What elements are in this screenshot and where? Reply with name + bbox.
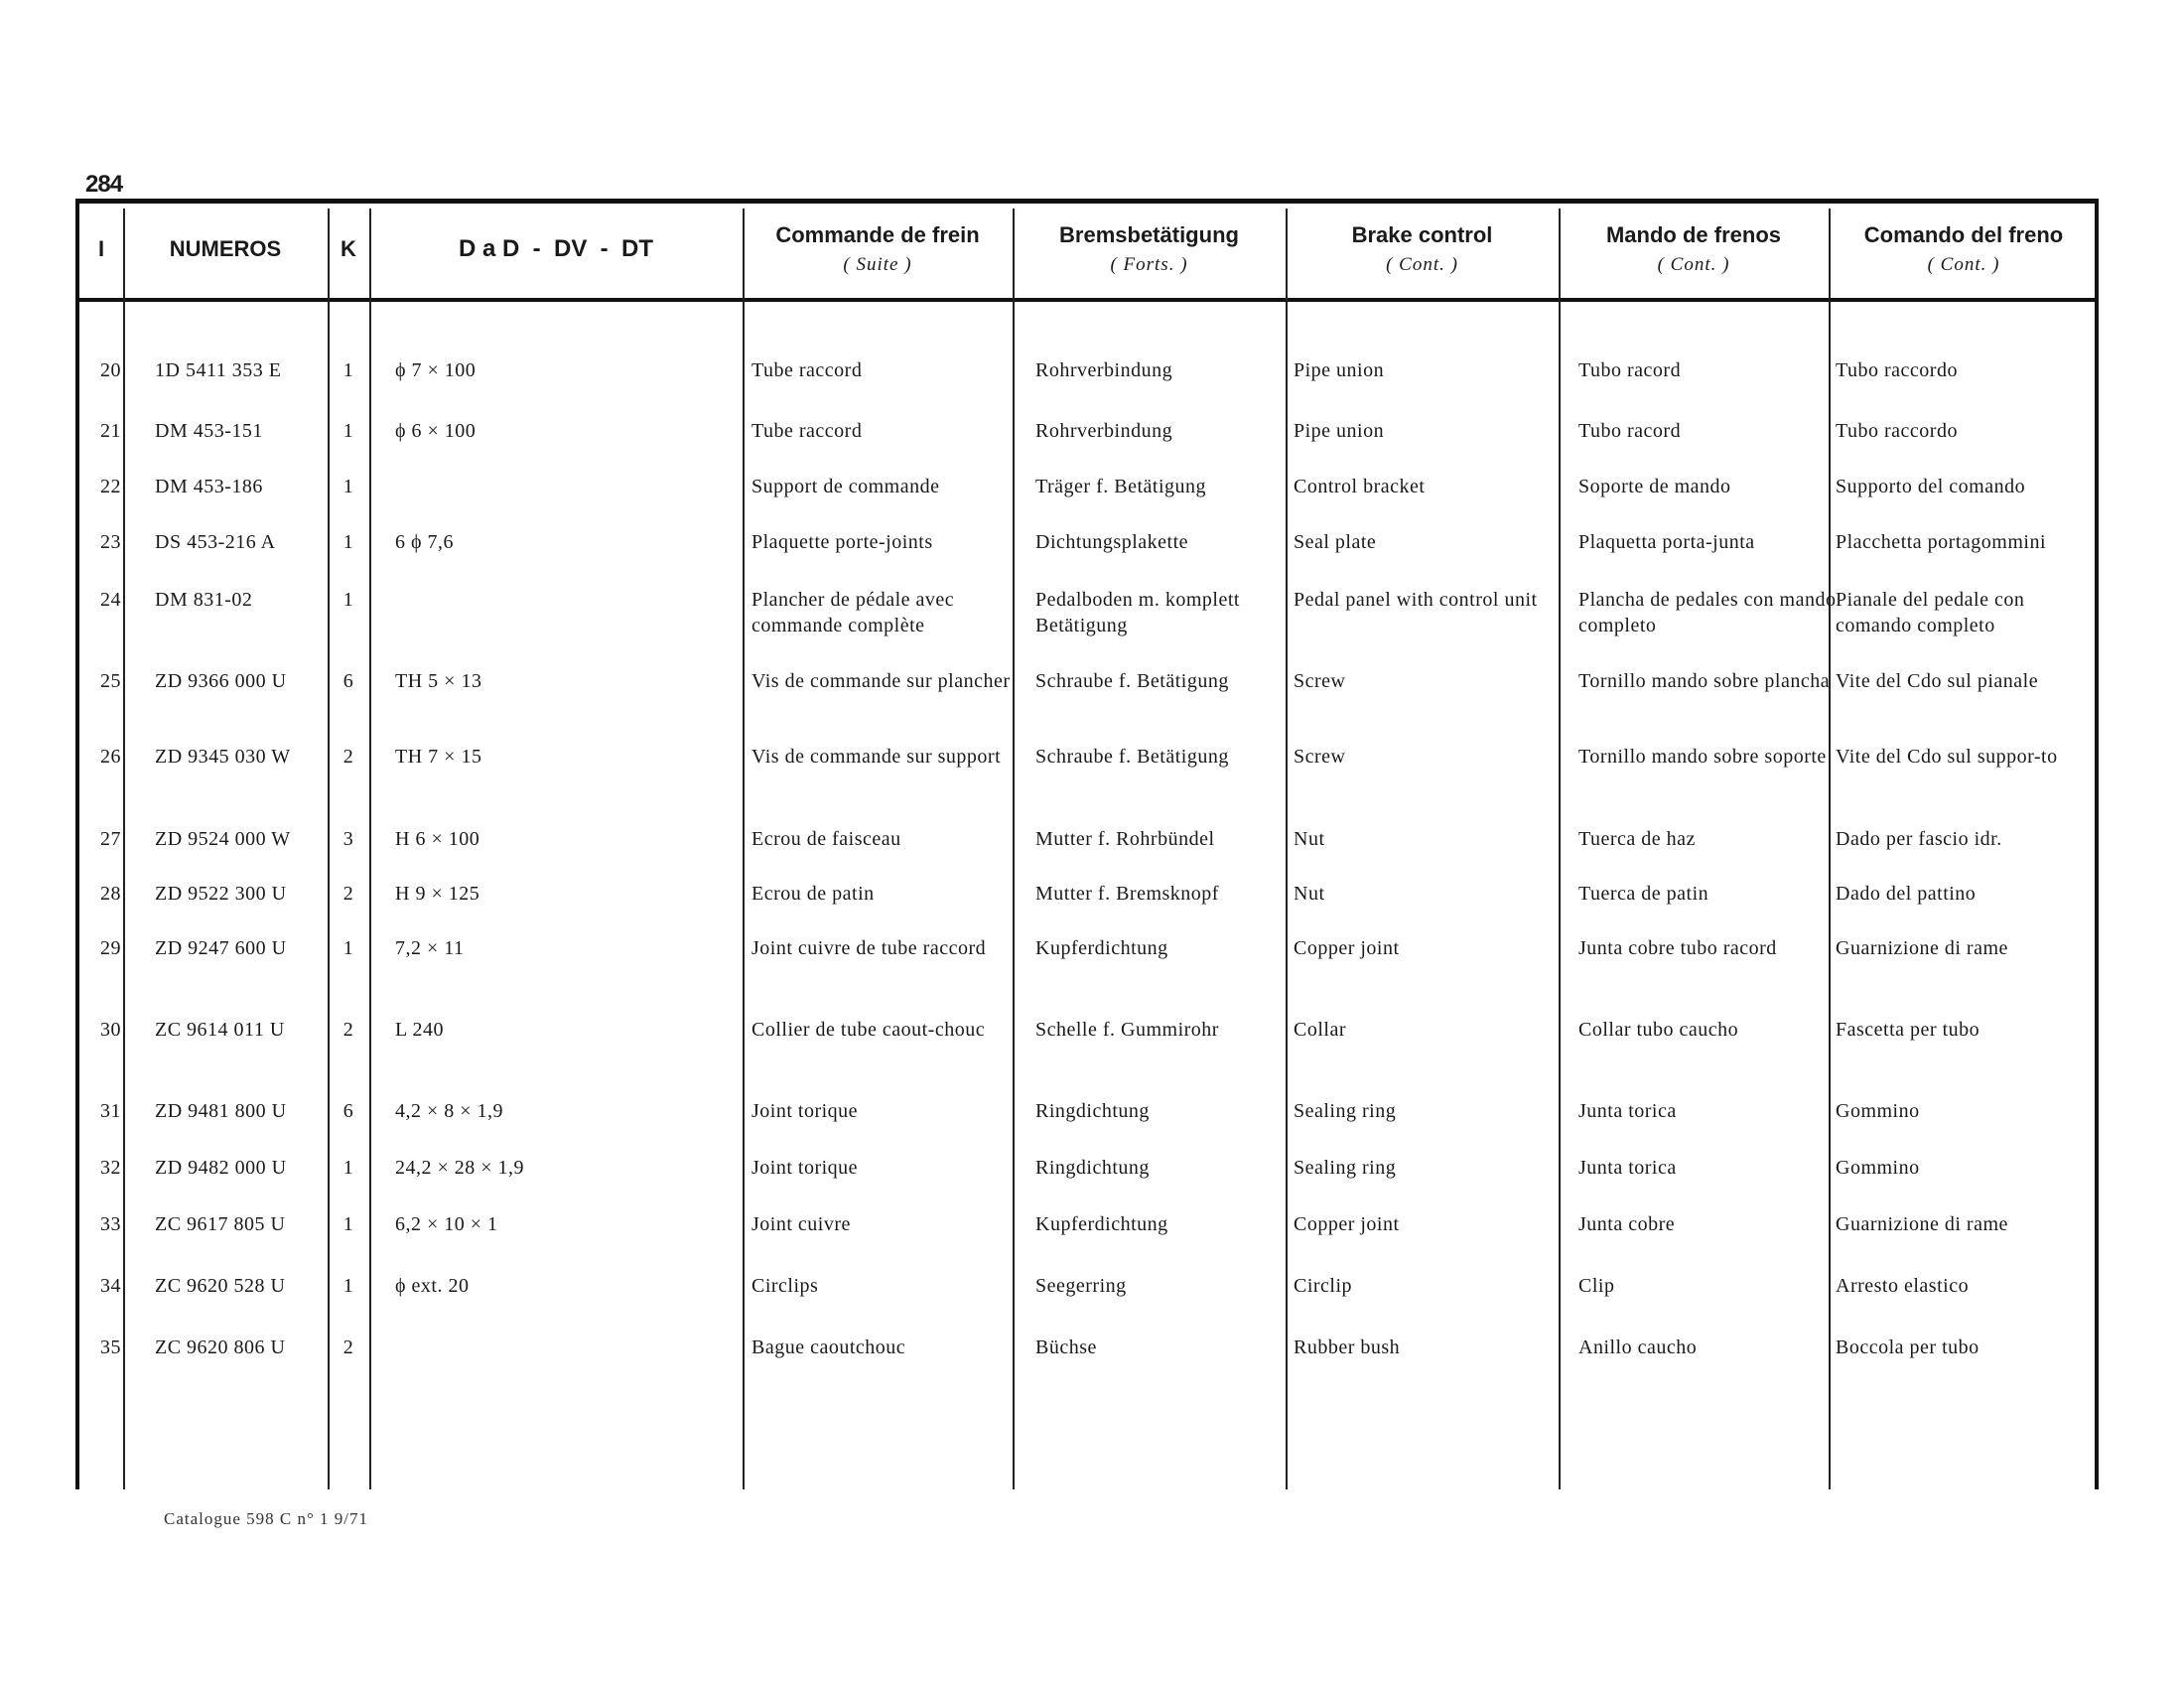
desc-german: Kupferdichtung	[1035, 937, 1168, 959]
part-number: ZD 9524 000 W	[155, 828, 291, 850]
desc-italian: Placchetta portagommini	[1836, 531, 2046, 553]
column-divider	[369, 209, 371, 1489]
desc-spanish: Collar tubo caucho	[1578, 1019, 1739, 1041]
desc-italian: Arresto elastico	[1836, 1275, 1970, 1297]
part-number: ZC 9614 011 U	[155, 1019, 285, 1041]
desc-italian: Vite del Cdo sul pianale	[1836, 670, 2039, 692]
desc-german: Mutter f. Bremsknopf	[1035, 883, 1219, 905]
desc-french: Joint cuivre	[751, 1213, 851, 1235]
desc-french: Tube raccord	[751, 420, 863, 442]
quantity: 1	[342, 420, 354, 442]
row-index: 34	[100, 1275, 121, 1297]
row-index: 25	[100, 670, 121, 692]
desc-italian: Boccola per tubo	[1836, 1336, 1979, 1358]
desc-english: Circlip	[1294, 1275, 1353, 1297]
header-models	[369, 204, 743, 295]
part-number: 1D 5411 353 E	[155, 359, 282, 381]
desc-spanish: Soporte de mando	[1578, 476, 1731, 497]
part-number: ZD 9366 000 U	[155, 670, 287, 692]
desc-english: Rubber bush	[1294, 1336, 1401, 1358]
desc-german: Pedalboden m. komplett Betätigung	[1035, 589, 1240, 636]
quantity: 2	[342, 746, 354, 768]
desc-spanish: Tubo racord	[1578, 420, 1682, 442]
desc-french: Ecrou de faisceau	[751, 828, 901, 850]
desc-french: Bague caoutchouc	[751, 1336, 906, 1358]
desc-french: Joint torique	[751, 1100, 859, 1122]
desc-spanish: Tubo racord	[1578, 359, 1682, 381]
desc-italian: Fascetta per tubo	[1836, 1019, 1980, 1041]
part-number: DM 453-186	[155, 476, 263, 497]
part-number: ZD 9481 800 U	[155, 1100, 287, 1122]
header-spanish	[1559, 204, 1829, 295]
column-divider	[328, 209, 330, 1489]
header-english-sub: ( Cont. )	[1386, 254, 1458, 275]
part-number: DS 453-216 A	[155, 531, 276, 553]
desc-italian: Tubo raccordo	[1836, 359, 1958, 381]
desc-spanish: Plancha de pedales con mando completo	[1578, 589, 1837, 636]
desc-german: Träger f. Betätigung	[1035, 476, 1207, 497]
page-number: 284	[85, 171, 123, 198]
dimensions: 24,2 × 28 × 1,9	[395, 1157, 525, 1179]
header-index-label: I	[97, 236, 105, 261]
quantity: 3	[342, 828, 354, 850]
header-french	[743, 204, 1013, 295]
header-french-sub: ( Suite )	[843, 254, 912, 275]
row-index: 28	[100, 883, 121, 905]
desc-french: Plaquette porte-joints	[751, 531, 933, 553]
dimensions: L 240	[395, 1019, 444, 1041]
desc-english: Nut	[1294, 828, 1325, 850]
desc-english: Screw	[1294, 746, 1346, 768]
desc-spanish: Tornillo mando sobre soporte	[1578, 746, 1827, 768]
dimensions: ϕ 6 × 100	[395, 420, 477, 442]
desc-spanish: Clip	[1578, 1275, 1615, 1297]
header-k-label: K	[341, 236, 356, 261]
desc-spanish: Junta torica	[1578, 1100, 1677, 1122]
dimensions: H 9 × 125	[395, 883, 480, 905]
row-index: 33	[100, 1213, 121, 1235]
dimensions: TH 7 × 15	[395, 746, 482, 768]
desc-spanish: Plaquetta porta-junta	[1578, 531, 1755, 553]
desc-italian: Guarnizione di rame	[1836, 937, 2008, 959]
header-italian-title: Comando del freno	[1863, 222, 2064, 247]
desc-german: Ringdichtung	[1035, 1100, 1150, 1122]
desc-spanish: Junta cobre tubo racord	[1578, 937, 1777, 959]
desc-german: Schelle f. Gummirohr	[1035, 1019, 1219, 1041]
quantity: 1	[342, 476, 354, 497]
desc-italian: Dado per fascio idr.	[1836, 828, 2002, 850]
row-index: 35	[100, 1336, 121, 1358]
part-number: ZC 9617 805 U	[155, 1213, 286, 1235]
desc-french: Circlips	[751, 1275, 819, 1297]
desc-german: Rohrverbindung	[1035, 359, 1173, 381]
desc-spanish: Junta cobre	[1578, 1213, 1676, 1235]
quantity: 1	[342, 937, 354, 959]
header-k	[328, 204, 369, 295]
part-number: ZD 9345 030 W	[155, 746, 291, 768]
desc-german: Seegerring	[1035, 1275, 1127, 1297]
desc-italian: Dado del pattino	[1836, 883, 1977, 905]
column-divider	[1559, 209, 1561, 1489]
desc-german: Mutter f. Rohrbündel	[1035, 828, 1215, 850]
desc-french: Ecrou de patin	[751, 883, 875, 905]
quantity: 6	[342, 670, 354, 692]
column-divider	[1286, 209, 1288, 1489]
column-divider	[743, 209, 745, 1489]
header-english-title: Brake control	[1351, 222, 1493, 247]
quantity: 2	[342, 1336, 354, 1358]
row-index: 21	[100, 420, 121, 442]
desc-english: Screw	[1294, 670, 1346, 692]
quantity: 1	[342, 1213, 354, 1235]
desc-italian: Gommino	[1836, 1100, 1920, 1122]
dimensions: 7,2 × 11	[395, 937, 465, 959]
desc-english: Sealing ring	[1294, 1100, 1397, 1122]
desc-english: Control bracket	[1294, 476, 1426, 497]
desc-spanish: Tuerca de haz	[1578, 828, 1696, 850]
desc-english: Seal plate	[1294, 531, 1377, 553]
row-index: 20	[100, 359, 121, 381]
header-french-title: Commande de frein	[775, 222, 980, 247]
desc-english: Copper joint	[1294, 937, 1400, 959]
quantity: 2	[342, 883, 354, 905]
header-german-title: Bremsbetätigung	[1059, 222, 1239, 247]
desc-german: Rohrverbindung	[1035, 420, 1173, 442]
row-index: 29	[100, 937, 121, 959]
header-german-sub: ( Forts. )	[1110, 254, 1188, 275]
desc-italian: Supporto del comando	[1836, 476, 2026, 497]
dimensions: 6,2 × 10 × 1	[395, 1213, 498, 1235]
header-numeros	[123, 204, 328, 295]
header-italian	[1829, 204, 2099, 295]
desc-french: Joint torique	[751, 1157, 859, 1179]
dimensions: H 6 × 100	[395, 828, 480, 850]
row-index: 32	[100, 1157, 121, 1179]
quantity: 1	[342, 531, 354, 553]
part-number: ZC 9620 528 U	[155, 1275, 286, 1297]
desc-english: Copper joint	[1294, 1213, 1400, 1235]
quantity: 1	[342, 1275, 354, 1297]
desc-german: Schraube f. Betätigung	[1035, 670, 1229, 692]
catalogue-footer: Catalogue 598 C n° 1 9/71	[164, 1509, 369, 1528]
desc-english: Sealing ring	[1294, 1157, 1397, 1179]
desc-spanish: Junta torica	[1578, 1157, 1677, 1179]
part-number: ZD 9247 600 U	[155, 937, 287, 959]
desc-english: Pipe union	[1294, 359, 1385, 381]
dimensions: 6 ϕ 7,6	[395, 531, 455, 553]
desc-french: Joint cuivre de tube raccord	[751, 937, 987, 959]
desc-english: Nut	[1294, 883, 1325, 905]
desc-english: Pipe union	[1294, 420, 1385, 442]
part-number: ZD 9482 000 U	[155, 1157, 287, 1179]
header-index	[79, 204, 123, 295]
desc-french: Vis de commande sur support	[751, 746, 1002, 768]
header-spanish-title: Mando de frenos	[1605, 222, 1781, 247]
desc-french: Support de commande	[751, 476, 940, 497]
row-index: 26	[100, 746, 121, 768]
desc-german: Büchse	[1035, 1336, 1097, 1358]
row-index: 22	[100, 476, 121, 497]
desc-spanish: Anillo caucho	[1578, 1336, 1698, 1358]
header-english	[1286, 204, 1559, 295]
quantity: 1	[342, 359, 354, 381]
desc-french: Vis de commande sur plancher	[751, 670, 1011, 692]
dimensions: TH 5 × 13	[395, 670, 482, 692]
part-number: DM 831-02	[155, 589, 253, 611]
part-number: ZC 9620 806 U	[155, 1336, 286, 1358]
header-models-label: D a D - DV - DT	[458, 235, 653, 262]
desc-german: Ringdichtung	[1035, 1157, 1150, 1179]
desc-spanish: Tuerca de patin	[1578, 883, 1709, 905]
desc-french: Tube raccord	[751, 359, 863, 381]
desc-german: Schraube f. Betätigung	[1035, 746, 1229, 768]
row-index: 24	[100, 589, 121, 611]
desc-german: Kupferdichtung	[1035, 1213, 1168, 1235]
quantity: 2	[342, 1019, 354, 1041]
desc-italian: Tubo raccordo	[1836, 420, 1958, 442]
header-divider	[75, 298, 2099, 302]
quantity: 1	[342, 1157, 354, 1179]
column-divider	[123, 209, 125, 1489]
dimensions: ϕ ext. 20	[395, 1275, 470, 1297]
desc-italian: Pianale del pedale con comando completo	[1836, 589, 2025, 636]
part-number: DM 453-151	[155, 420, 263, 442]
dimensions: ϕ 7 × 100	[395, 359, 477, 381]
header-numeros-label: NUMEROS	[169, 236, 282, 261]
desc-spanish: Tornillo mando sobre plancha	[1578, 670, 1831, 692]
dimensions: 4,2 × 8 × 1,9	[395, 1100, 504, 1122]
quantity: 6	[342, 1100, 354, 1122]
desc-french: Collier de tube caout-chouc	[751, 1019, 986, 1041]
part-number: ZD 9522 300 U	[155, 883, 287, 905]
desc-english: Collar	[1294, 1019, 1346, 1041]
row-index: 23	[100, 531, 121, 553]
row-index: 30	[100, 1019, 121, 1041]
desc-italian: Gommino	[1836, 1157, 1920, 1179]
row-index: 31	[100, 1100, 121, 1122]
header-german	[1013, 204, 1286, 295]
header-italian-sub: ( Cont. )	[1927, 254, 2000, 275]
desc-english: Pedal panel with control unit	[1294, 589, 1538, 611]
desc-italian: Guarnizione di rame	[1836, 1213, 2008, 1235]
quantity: 1	[342, 589, 354, 611]
desc-french: Plancher de pédale avec commande complète	[751, 589, 955, 636]
header-spanish-sub: ( Cont. )	[1657, 254, 1730, 275]
desc-german: Dichtungsplakette	[1035, 531, 1189, 553]
row-index: 27	[100, 828, 121, 850]
desc-italian: Vite del Cdo sul suppor-to	[1836, 746, 2058, 768]
